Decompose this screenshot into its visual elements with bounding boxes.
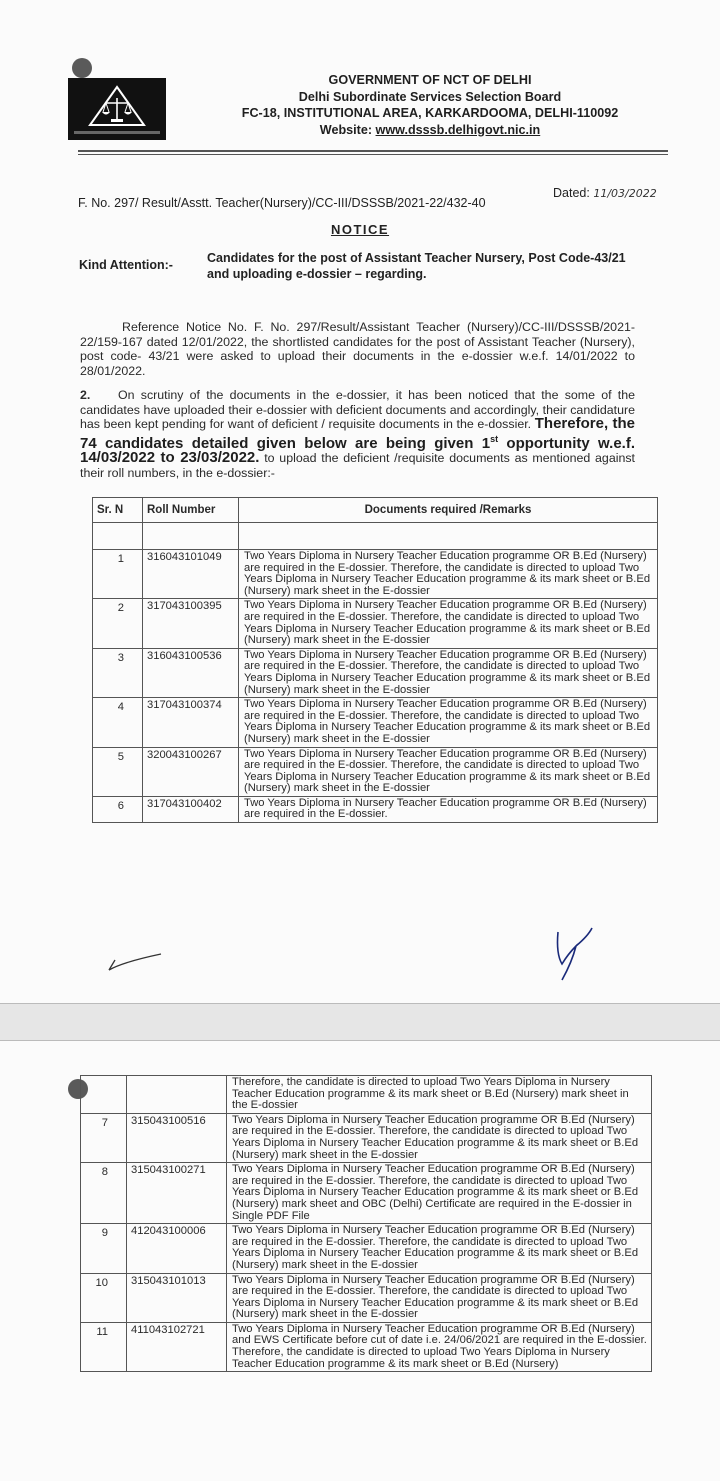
row-serial-number: 7 xyxy=(81,1113,127,1162)
website-label: Website: xyxy=(319,122,373,137)
row-serial-number: 11 xyxy=(81,1322,127,1371)
table-row xyxy=(93,648,658,697)
table-row xyxy=(93,550,658,599)
table-row xyxy=(81,1113,652,1162)
row-serial-number: 10 xyxy=(81,1273,127,1322)
header-divider xyxy=(78,150,668,152)
board-address: FC-18, INSTITUTIONAL AREA, KARKARDOOMA, DELHI-110092 xyxy=(241,106,619,120)
scales-emblem-icon xyxy=(87,84,147,128)
govt-name: GOVERNMENT OF NCT OF DELHI xyxy=(328,73,532,87)
row-remarks: Two Years Diploma in Nursery Teacher Education programme OR B.Ed (Nursery) and EWS Certificate before cut of date i.e. 24/06/2021 are required in the E-dossier. Therefore, the candidate is directed to upload Two Years Diploma in Nursery Teacher Education programme & its mark sheet or B.Ed (Nursery) xyxy=(227,1322,652,1371)
row-serial-number: 8 xyxy=(81,1163,127,1224)
remarks-continued: Therefore, the candidate is directed to upload Two Years Diploma in Nursery Teacher Education programme & its mark sheet or B.Ed (Nursery) mark sheet in the E-dossier xyxy=(227,1076,652,1114)
row-roll-number: 315043101013 xyxy=(127,1273,227,1322)
table-row xyxy=(93,599,658,648)
table-row xyxy=(81,1273,652,1322)
row-serial-number: 9 xyxy=(81,1224,127,1273)
table-row xyxy=(81,1163,652,1224)
row-roll-number: 320043100267 xyxy=(143,747,239,796)
table-row-continued xyxy=(81,1076,652,1114)
documents-table-continued xyxy=(80,1075,652,1372)
row-remarks: Two Years Diploma in Nursery Teacher Education programme OR B.Ed (Nursery) are required in the E-dossier. xyxy=(239,796,658,822)
row-roll-number: 315043100516 xyxy=(127,1113,227,1162)
col-header-roll: Roll Number xyxy=(143,498,239,523)
row-serial-number: 1 xyxy=(93,550,143,599)
dated-value: 11/03/2022 xyxy=(593,187,657,200)
col-header-sr: Sr. N xyxy=(93,498,143,523)
row-roll-number: 411043102721 xyxy=(127,1322,227,1371)
row-remarks: Two Years Diploma in Nursery Teacher Education programme OR B.Ed (Nursery) are required in the E-dossier. Therefore, the candidate is directed to upload Two Years Diploma in Nursery Teacher Education programme & its mark sheet or B.Ed (Nursery) mark sheet in the E-dossier xyxy=(227,1224,652,1273)
website-link[interactable]: www.dsssb.delhigovt.nic.in xyxy=(375,122,541,137)
col-header-remarks: Documents required /Remarks xyxy=(239,498,658,523)
table-row xyxy=(93,698,658,747)
table-row xyxy=(81,1322,652,1371)
row-serial-number: 6 xyxy=(93,796,143,822)
row-remarks: Two Years Diploma in Nursery Teacher Education programme OR B.Ed (Nursery) are required in the E-dossier. Therefore, the candidate is directed to upload Two Years Diploma in Nursery Teacher Education programme & its mark sheet or B.Ed (Nursery) mark sheet in the E-dossier xyxy=(239,698,658,747)
dsssb-logo xyxy=(68,78,166,140)
row-serial-number: 2 xyxy=(93,599,143,648)
row-remarks: Two Years Diploma in Nursery Teacher Education programme OR B.Ed (Nursery) are required in the E-dossier. Therefore, the candidate is directed to upload Two Years Diploma in Nursery Teacher Education programme & its mark sheet or B.Ed (Nursery) mark sheet in the E-dossier xyxy=(239,648,658,697)
row-roll-number: 317043100395 xyxy=(143,599,239,648)
dated xyxy=(553,186,657,200)
row-roll-number: 316043100536 xyxy=(143,648,239,697)
header-divider-thin xyxy=(78,154,668,155)
row-serial-number: 3 xyxy=(93,648,143,697)
row-remarks: Two Years Diploma in Nursery Teacher Education programme OR B.Ed (Nursery) are required in the E-dossier. Therefore, the candidate is directed to upload Two Years Diploma in Nursery Teacher Education programme & its mark sheet or B.Ed (Nursery) mark sheet in the E-dossier xyxy=(239,550,658,599)
paragraph-2-number: 2. xyxy=(80,388,91,402)
table-row xyxy=(81,1224,652,1273)
notice-title: NOTICE xyxy=(330,222,390,237)
punch-hole xyxy=(72,58,92,78)
row-roll-number: 412043100006 xyxy=(127,1224,227,1273)
row-serial-number: 5 xyxy=(93,747,143,796)
kind-attention-subject: Candidates for the post of Assistant Teacher Nursery, Post Code-43/21 and uploading e-dossier – regarding. xyxy=(207,251,626,281)
initials-signature-icon xyxy=(548,924,596,986)
table-row xyxy=(93,796,658,822)
checkmark-icon xyxy=(105,948,165,976)
kind-attention-label: Kind Attention:- xyxy=(79,258,173,272)
file-number: F. No. 297/ Result/Asstt. Teacher(Nursery)/CC-III/DSSSB/2021-22/432-40 xyxy=(78,196,486,210)
table-header-row xyxy=(93,498,658,523)
row-serial-number: 4 xyxy=(93,698,143,747)
paragraph-2: 2. On scrutiny of the documents in the e-dossier, it has been noticed that the some of the candidates have uploaded their e-dossier with deficient documents and accordingly, their candidature has been kept pending for want of deficient / requisite documents in the e-dossier. Therefore, the 74 candidates detailed given below are being given 1st opportunity w.e.f. 14/03/2022 to 23/03/2022. to upload the deficient /requisite documents as mentioned against their roll numbers, in the e-dossier:- xyxy=(80,388,636,480)
table-row xyxy=(93,747,658,796)
board-name: Delhi Subordinate Services Selection Board xyxy=(298,89,562,104)
row-roll-number: 317043100374 xyxy=(143,698,239,747)
row-remarks: Two Years Diploma in Nursery Teacher Education programme OR B.Ed (Nursery) are required in the E-dossier. Therefore, the candidate is directed to upload Two Years Diploma in Nursery Teacher Education programme & its mark sheet or B.Ed (Nursery) mark sheet in the E-dossier xyxy=(239,599,658,648)
paragraph-1: Reference Notice No. F. No. 297/Result/Assistant Teacher (Nursery)/CC-III/DSSSB/2021-22/159-167 dated 12/01/2022, the shortlisted candidates for the post of Assistant Teacher (Nursery), post code- 43/21 were asked to upload their documents in the e-dossier w.e.f. 14/01/2022 to 28/01/2022. xyxy=(80,320,635,378)
row-remarks: Two Years Diploma in Nursery Teacher Education programme OR B.Ed (Nursery) are required in the E-dossier. Therefore, the candidate is directed to upload Two Years Diploma in Nursery Teacher Education programme & its mark sheet or B.Ed (Nursery) mark sheet in the E-dossier xyxy=(227,1273,652,1322)
row-remarks: Two Years Diploma in Nursery Teacher Education programme OR B.Ed (Nursery) are required in the E-dossier. Therefore, the candidate is directed to upload Two Years Diploma in Nursery Teacher Education programme & its mark sheet or B.Ed (Nursery) mark sheet in the E-dossier xyxy=(239,747,658,796)
row-roll-number: 316043101049 xyxy=(143,550,239,599)
row-roll-number: 317043100402 xyxy=(143,796,239,822)
notice-page-2 xyxy=(0,1040,720,1481)
letterhead xyxy=(195,72,665,138)
row-remarks: Two Years Diploma in Nursery Teacher Education programme OR B.Ed (Nursery) are required in the E-dossier. Therefore, the candidate is directed to upload Two Years Diploma in Nursery Teacher Education programme & its mark sheet or B.Ed (Nursery) mark sheet in the E-dossier xyxy=(227,1113,652,1162)
website-line xyxy=(195,122,665,139)
dated-label: Dated: xyxy=(553,186,590,200)
row-remarks: Two Years Diploma in Nursery Teacher Education programme OR B.Ed (Nursery) are required in the E-dossier. Therefore, the candidate is directed to upload Two Years Diploma in Nursery Teacher Education programme & its mark sheet or B.Ed (Nursery) mark sheet and OBC (Delhi) Certificate are required in the E-dossier in Single PDF File xyxy=(227,1163,652,1224)
row-roll-number: 315043100271 xyxy=(127,1163,227,1224)
documents-table xyxy=(92,497,658,823)
